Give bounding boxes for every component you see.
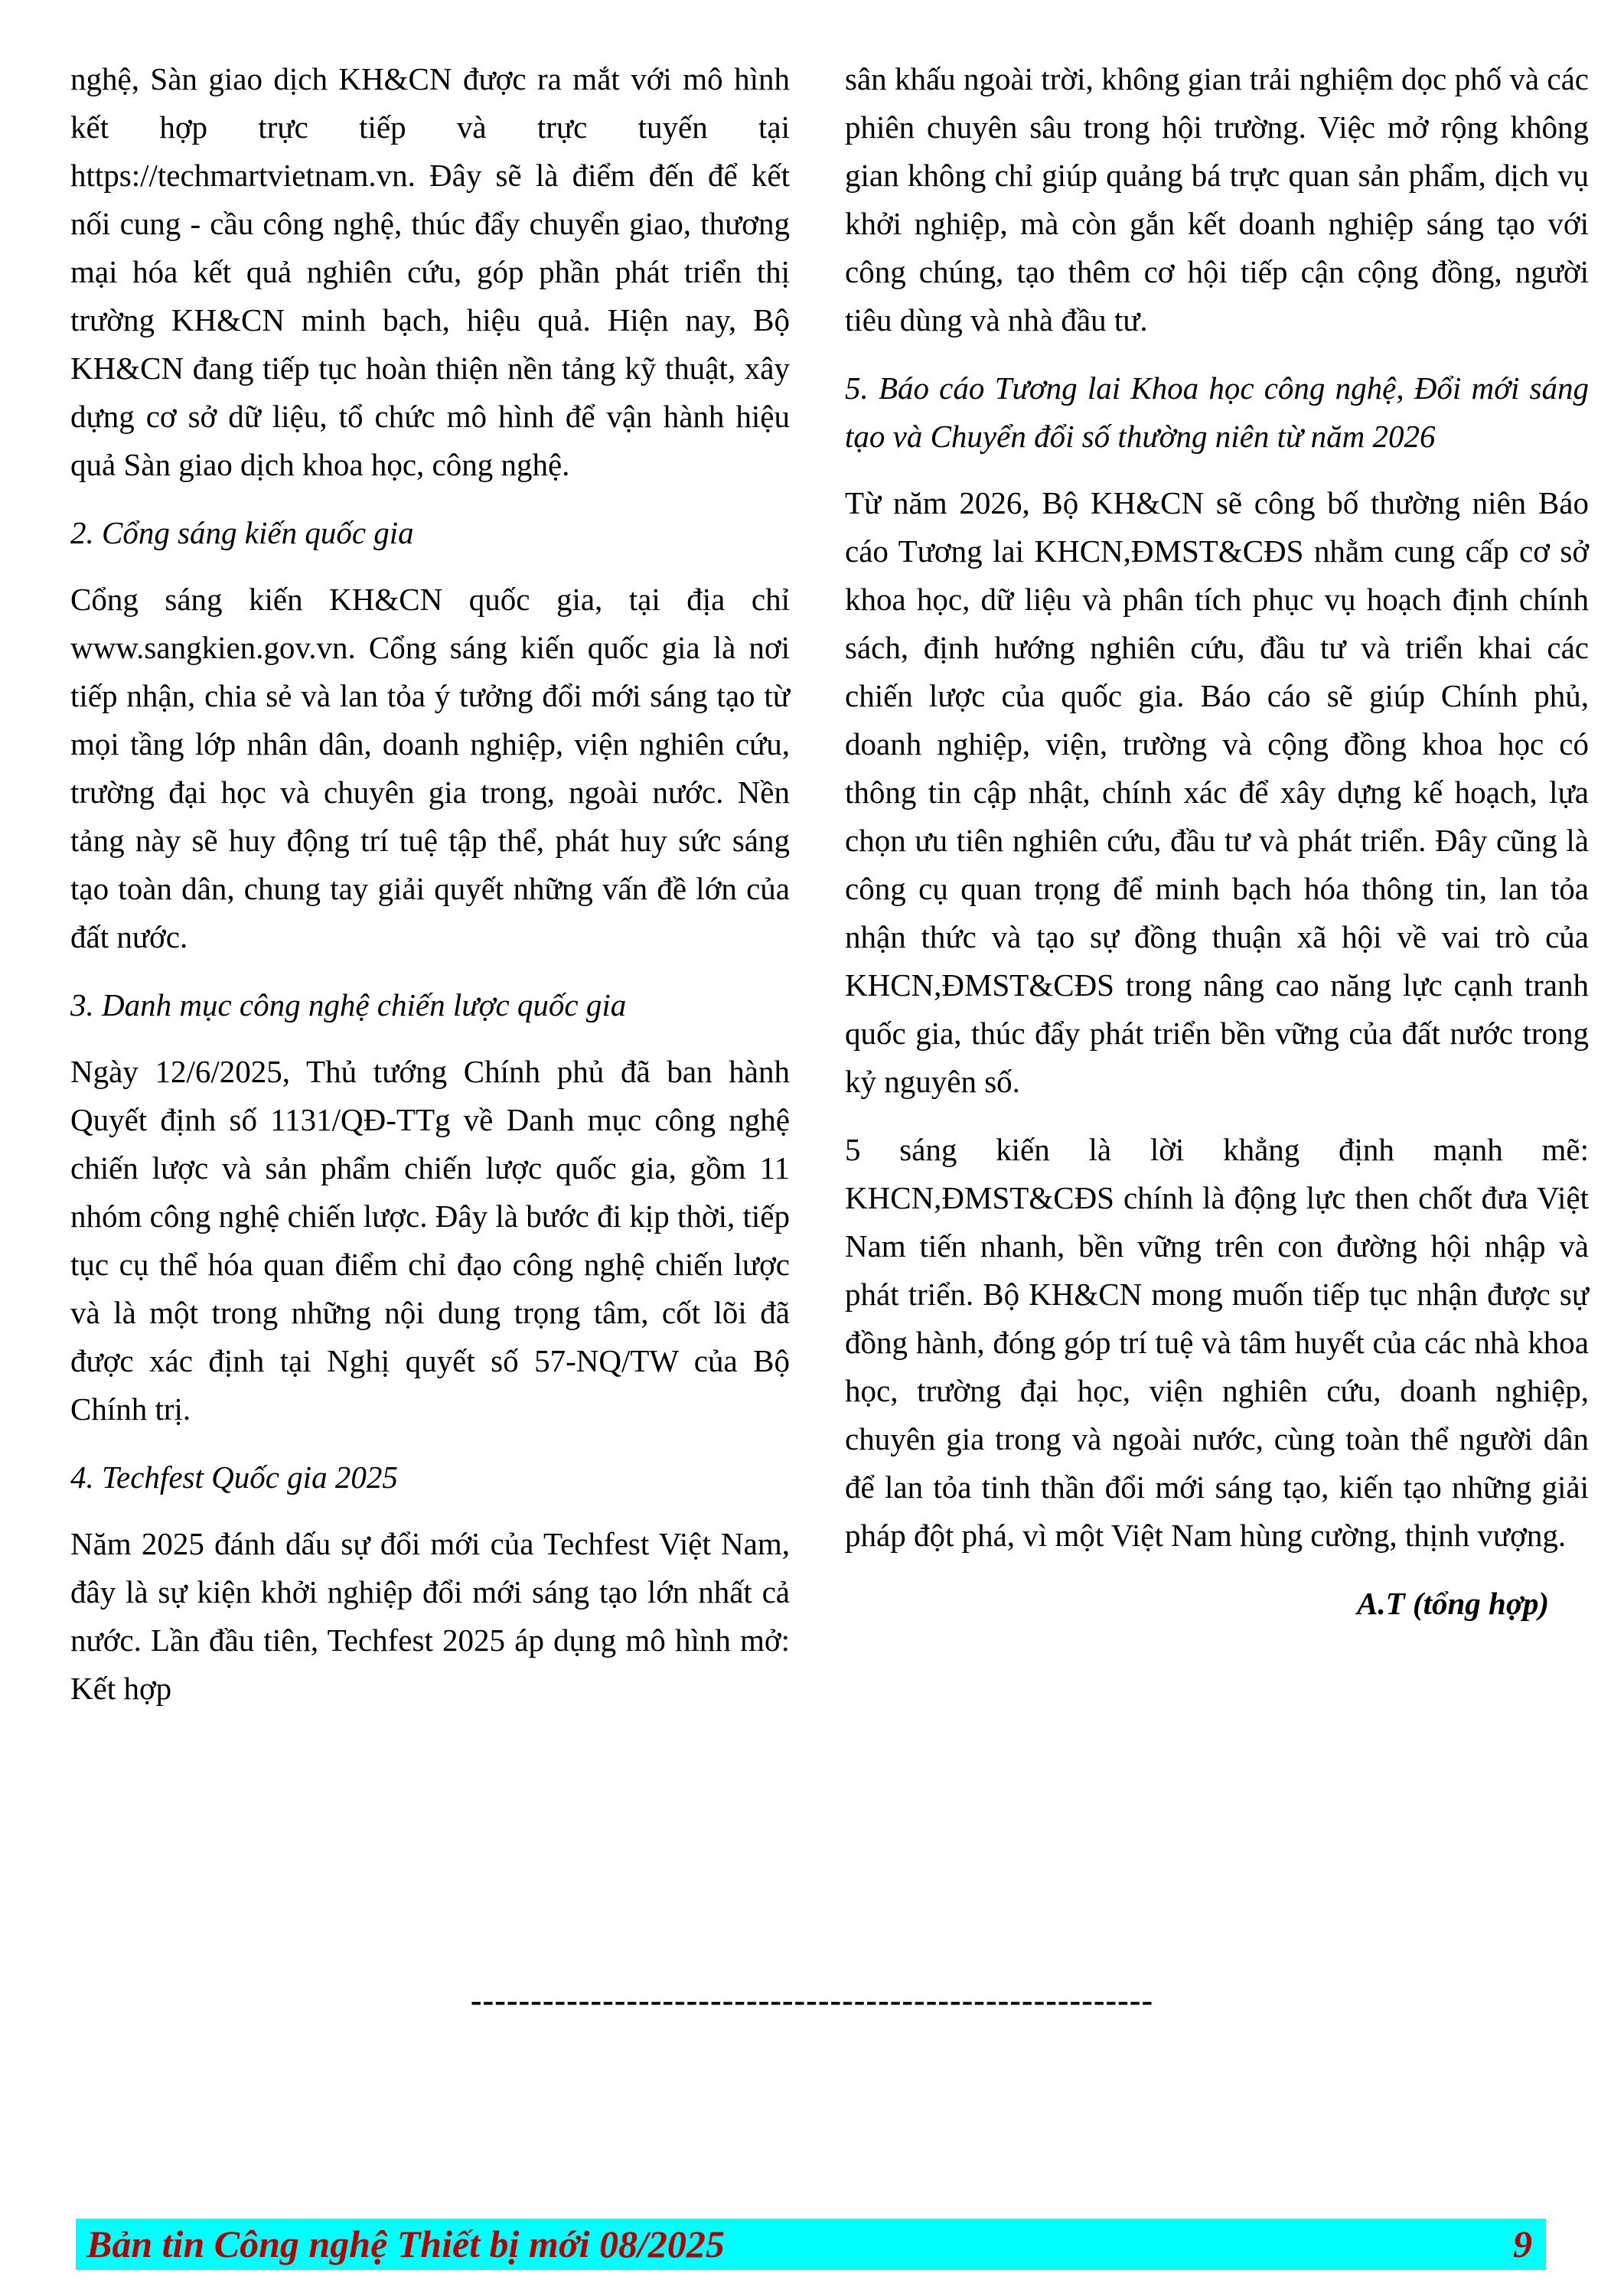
page-number: 9 <box>1513 2223 1532 2265</box>
right-column <box>845 55 1589 1648</box>
section-heading-5: 5. Báo cáo Tương lai Khoa học công nghệ, Đổi mới sáng tạo và Chuyển đổi số thường niên từ năm 2026 <box>845 370 1589 454</box>
footer-bar <box>76 2219 1546 2270</box>
footer-title: Bản tin Công nghệ Thiết bị mới 08/2025 <box>86 2223 725 2265</box>
paragraph-bao-cao: Từ năm 2026, Bộ KH&CN sẽ công bố thường niên Báo cáo Tương lai KHCN,ĐMST&CĐS nhằm cung cấp cơ sở khoa học, dữ liệu và phân tích phục vụ hoạch định chính sách, định hướng nghiên cứu, đầu tư và triển khai các chiến lược của quốc gia. Báo cáo sẽ giúp Chính phủ, doanh nghiệp, viện, trường và cộng đồng khoa học có thông tin cập nhật, chính xác để xây dựng kế hoạch, lựa chọn ưu tiên nghiên cứu, đầu tư và phát triển. Đây cũng là công cụ quan trọng để minh bạch hóa thông tin, lan tỏa nhận thức và tạo sự đồng thuận xã hội về vai trò của KHCN,ĐMST&CĐS trong nâng cao năng lực cạnh tranh quốc gia, thúc đẩy phát triển bền vững của đất nước trong kỷ nguyên số. <box>845 485 1589 1099</box>
section-heading-4: 4. Techfest Quốc gia 2025 <box>70 1459 398 1495</box>
section-heading-2: 2. Cổng sáng kiến quốc gia <box>70 515 414 550</box>
section-heading-3: 3. Danh mục công nghệ chiến lược quốc gia <box>70 987 627 1022</box>
paragraph-danh-muc: Ngày 12/6/2025, Thủ tướng Chính phủ đã ban hành Quyết định số 1131/QĐ-TTg về Danh mục công nghệ chiến lược và sản phẩm chiến lược quốc gia, gồm 11 nhóm công nghệ chiến lược. Đây là bước đi kịp thời, tiếp tục cụ thể hóa quan điểm chỉ đạo công nghệ chiến lược và là một trong những nội dung trọng tâm, cốt lõi đã được xác định tại Nghị quyết số 57-NQ/TW của Bộ Chính trị. <box>70 1054 790 1427</box>
paragraph-techmart: nghệ, Sàn giao dịch KH&CN được ra mắt với mô hình kết hợp trực tiếp và trực tuyến tại https://techmartvietnam.vn. Đây sẽ là điểm đến để kết nối cung - cầu công nghệ, thúc đẩy chuyển giao, thương mại hóa kết quả nghiên cứu, góp phần phát triển thị trường KH&CN minh bạch, hiệu quả. Hiện nay, Bộ KH&CN đang tiếp tục hoàn thiện nền tảng kỹ thuật, xây dựng cơ sở dữ liệu, tổ chức mô hình để vận hành hiệu quả Sàn giao dịch khoa học, công nghệ. <box>70 61 790 482</box>
left-column <box>70 55 790 1733</box>
paragraph-techfest-continued: sân khấu ngoài trời, không gian trải nghiệm dọc phố và các phiên chuyên sâu trong hội trường. Việc mở rộng không gian không chỉ giúp quảng bá trực quan sản phẩm, dịch vụ khởi nghiệp, mà còn gắn kết doanh nghiệp sáng tạo với công chúng, tạo thêm cơ hội tiếp cận cộng đồng, người tiêu dùng và nhà đầu tư. <box>845 61 1589 338</box>
dashed-divider: --------------------------------------------------------- <box>470 1981 1154 2019</box>
author-byline: A.T (tổng hợp) <box>1357 1586 1549 1621</box>
paragraph-sangkien: Cổng sáng kiến KH&CN quốc gia, tại địa chỉ www.sangkien.gov.vn. Cổng sáng kiến quốc gia là nơi tiếp nhận, chia sẻ và lan tỏa ý tưởng đổi mới sáng tạo từ mọi tầng lớp nhân dân, doanh nghiệp, viện nghiên cứu, trường đại học và chuyên gia trong, ngoài nước. Nền tảng này sẽ huy động trí tuệ tập thể, phát huy sức sáng tạo toàn dân, chung tay giải quyết những vấn đề lớn của đất nước. <box>70 582 790 954</box>
paragraph-techfest: Năm 2025 đánh dấu sự đổi mới của Techfest Việt Nam, đây là sự kiện khởi nghiệp đổi mới sáng tạo lớn nhất cả nước. Lần đầu tiên, Techfest 2025 áp dụng mô hình mở: Kết hợp <box>70 1526 790 1706</box>
paragraph-5-sang-kien: 5 sáng kiến là lời khẳng định mạnh mẽ: KHCN,ĐMST&CĐS chính là động lực then chốt đưa Việt Nam tiến nhanh, bền vững trên con đường hội nhập và phát triển. Bộ KH&CN mong muốn tiếp tục nhận được sự đồng hành, đóng góp trí tuệ và tâm huyết của các nhà khoa học, trường đại học, viện nghiên cứu, doanh nghiệp, chuyên gia trong và ngoài nước, cùng toàn thể người dân để lan tỏa tinh thần đổi mới sáng tạo, kiến tạo những giải pháp đột phá, vì một Việt Nam hùng cường, thịnh vượng. <box>845 1132 1589 1553</box>
